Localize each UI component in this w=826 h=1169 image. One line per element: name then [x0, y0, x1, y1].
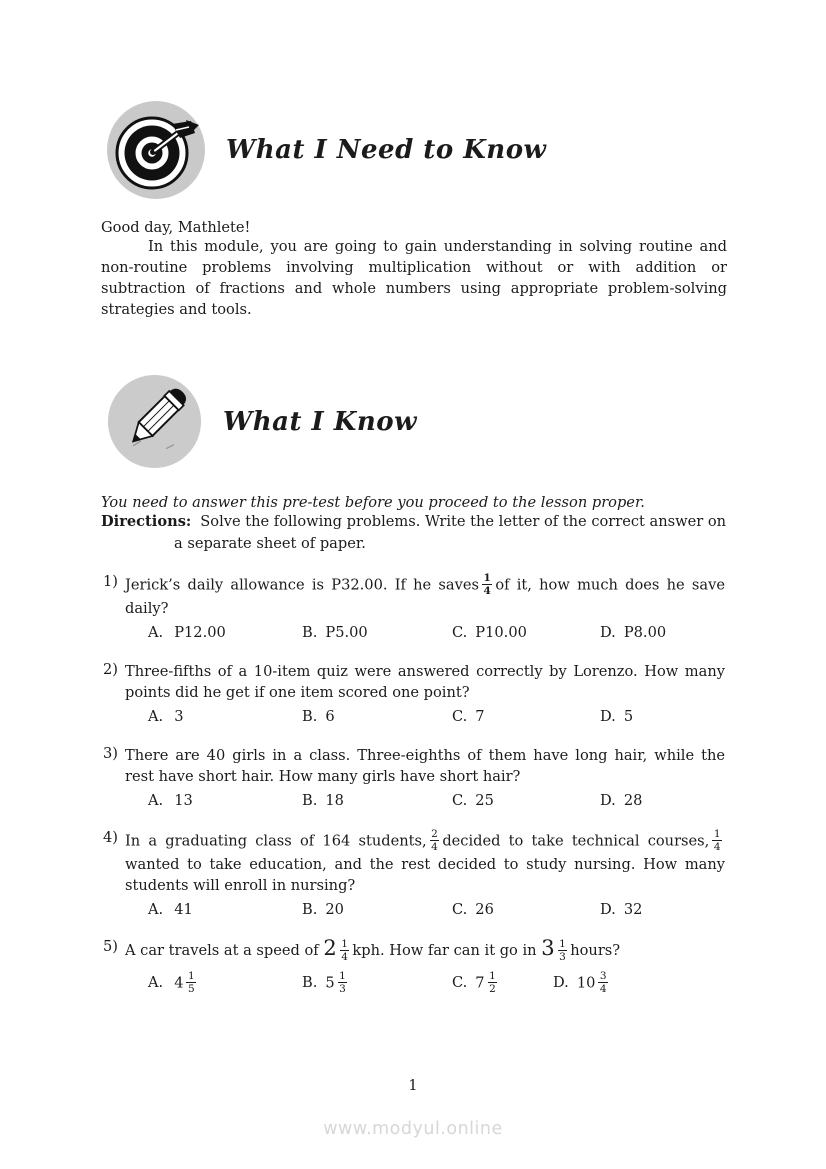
option-label: C. — [452, 901, 468, 919]
answer-option — [302, 971, 350, 996]
mixed-number-whole: 3 — [541, 936, 555, 961]
question-text-segment: 28 — [623, 792, 643, 810]
answer-option — [148, 901, 193, 918]
answer-option — [302, 624, 368, 641]
answer-option — [302, 901, 344, 918]
question-item — [101, 829, 727, 923]
answer-option — [452, 971, 500, 996]
option-label: B. — [302, 974, 318, 992]
answer-option — [600, 708, 633, 725]
question-text-segment: hours? — [570, 942, 621, 960]
answer-option — [600, 792, 642, 809]
question-text-segment: 25 — [475, 792, 494, 810]
fraction — [712, 828, 722, 853]
question-text-segment: wanted to take education, and the rest decided to study nursing. How many students will enroll in nursing? — [125, 856, 725, 895]
section-title: What I Need to Know — [226, 135, 547, 165]
options-row — [125, 971, 727, 1007]
fraction-denominator: 3 — [339, 982, 346, 995]
fraction-numerator: 1 — [483, 572, 491, 584]
pencil-icon — [106, 373, 203, 470]
option-label: D. — [600, 901, 616, 919]
question-text-segment: A car travels at a speed of — [125, 942, 324, 960]
answer-option — [148, 708, 183, 725]
fraction-numerator: 1 — [713, 828, 721, 841]
question-text — [125, 661, 725, 703]
question-text-segment: 7 — [475, 974, 485, 992]
fraction-denominator: 2 — [489, 982, 496, 995]
option-label: A. — [148, 792, 164, 810]
question-text — [125, 573, 725, 619]
question-text-segment: decided to take technical courses, — [442, 832, 710, 850]
question-item — [101, 661, 727, 730]
fraction-numerator: 1 — [339, 969, 346, 982]
answer-option — [148, 971, 199, 996]
answer-option — [148, 792, 193, 809]
answer-option — [600, 901, 642, 918]
question-text-segment: 4 — [174, 974, 184, 992]
question-text-segment: 10 — [576, 974, 596, 992]
directions — [101, 511, 727, 555]
option-label: C. — [452, 624, 468, 642]
question-text-segment: 26 — [475, 901, 494, 919]
question-text-segment: 5 — [325, 974, 335, 992]
fraction-denominator: 3 — [559, 950, 566, 963]
option-label: B. — [302, 901, 318, 919]
intro-paragraph: In this module, you are going to gain understanding in solving routine and non-routine problems involving multiplication without or with addition or subtraction of fractions and whole numbers using appropriate problem-solving strategies and tools. — [101, 238, 727, 318]
question-number: 2) — [103, 661, 118, 679]
question-number: 3) — [103, 745, 118, 763]
fraction — [338, 970, 348, 995]
question-text-segment: P8.00 — [623, 624, 667, 642]
option-label: C. — [452, 708, 468, 726]
fraction-denominator: 4 — [599, 982, 607, 995]
section-header-what-i-know — [101, 373, 727, 470]
fraction-denominator: 4 — [483, 585, 491, 598]
option-label: D. — [600, 624, 616, 642]
page-content — [101, 0, 727, 1007]
question-text — [125, 745, 725, 787]
question-text — [125, 938, 725, 964]
answer-option — [302, 708, 335, 725]
fraction — [430, 828, 440, 853]
answer-option — [452, 901, 494, 918]
fraction — [186, 970, 196, 995]
fraction-numerator: 1 — [559, 937, 566, 950]
options-row — [125, 708, 727, 730]
fraction-numerator: 1 — [341, 937, 348, 950]
directions-label: Directions: — [101, 513, 192, 530]
answer-option — [452, 624, 527, 641]
question-text-segment: 13 — [174, 792, 193, 810]
question-item — [101, 745, 727, 814]
target-icon — [106, 100, 206, 200]
question-number: 4) — [103, 829, 118, 847]
fraction-numerator: 1 — [187, 969, 195, 982]
question-text-segment: 20 — [325, 901, 344, 919]
option-label: B. — [302, 624, 318, 642]
option-label: D. — [600, 708, 616, 726]
option-label: C. — [452, 974, 468, 992]
fraction-numerator: 1 — [489, 969, 496, 982]
option-label: D. — [600, 792, 616, 810]
answer-option — [148, 624, 226, 641]
question-text-segment: 32 — [623, 901, 643, 919]
question-text-segment: kph. How far can it go in — [352, 942, 542, 960]
fraction — [340, 938, 350, 963]
option-label: D. — [553, 974, 569, 992]
question-text-segment: 7 — [475, 708, 485, 726]
answer-option — [452, 792, 494, 809]
option-label: B. — [302, 792, 318, 810]
pretest-note: You need to answer this pre-test before you proceed to the lesson proper. — [101, 494, 645, 511]
fraction — [482, 572, 492, 597]
section-title: What I Know — [223, 406, 417, 437]
question-text-segment: P12.00 — [174, 624, 226, 642]
option-label: A. — [148, 974, 164, 992]
option-label: A. — [148, 624, 164, 642]
fraction-numerator: 2 — [431, 828, 438, 841]
fraction — [558, 938, 568, 963]
question-text — [125, 829, 725, 896]
question-text-segment: In a graduating class of 164 students, — [125, 832, 427, 850]
greeting-text: Good day, Mathlete! — [101, 219, 251, 236]
options-row — [125, 901, 727, 923]
answer-option — [600, 624, 666, 641]
question-text-segment: 5 — [623, 708, 634, 726]
watermark: www.modyul.online — [323, 1119, 503, 1139]
question-text-segment: P10.00 — [475, 624, 527, 642]
option-label: C. — [452, 792, 468, 810]
directions-text: Solve the following problems. Write the letter of the correct answer on a separate sheet of paper. — [174, 513, 727, 552]
question-text-segment: There are 40 girls in a class. Three-eighths of them have long hair, while the rest have short hair. How many girls have short hair? — [125, 747, 725, 786]
answer-option — [302, 792, 344, 809]
question-text-segment: 3 — [174, 708, 184, 726]
question-item — [101, 573, 727, 646]
question-text-segment: Jerick’s daily allowance is P32.00. If he saves — [125, 576, 479, 594]
fraction-denominator: 4 — [713, 841, 721, 854]
question-text-segment: Three-fifths of a 10-item quiz were answered correctly by Lorenzo. How many points did he get if one item scored one point? — [125, 663, 725, 702]
answer-option — [553, 971, 611, 996]
question-text-segment: of it, how much does he save daily? — [125, 576, 725, 618]
options-row — [125, 792, 727, 814]
fraction-denominator: 4 — [431, 841, 438, 854]
question-item — [101, 938, 727, 1007]
fraction-denominator: 4 — [341, 950, 348, 963]
questions-list — [101, 573, 727, 1007]
section-header-what-i-need-to-know — [101, 100, 727, 200]
fraction — [598, 970, 608, 995]
mixed-number-whole: 2 — [323, 936, 337, 961]
answer-option — [452, 708, 485, 725]
fraction-denominator: 5 — [187, 982, 195, 995]
fraction — [488, 970, 498, 995]
question-text-segment: P5.00 — [325, 624, 368, 642]
option-label: A. — [148, 708, 164, 726]
fraction-numerator: 3 — [599, 969, 607, 982]
question-text-segment: 18 — [325, 792, 344, 810]
question-number: 5) — [103, 938, 118, 956]
page-number: 1 — [408, 1078, 418, 1094]
options-row — [125, 624, 727, 646]
question-text-segment: 6 — [325, 708, 335, 726]
option-label: A. — [148, 901, 164, 919]
question-number: 1) — [103, 573, 118, 590]
question-text-segment: 41 — [174, 901, 193, 919]
option-label: B. — [302, 708, 318, 726]
